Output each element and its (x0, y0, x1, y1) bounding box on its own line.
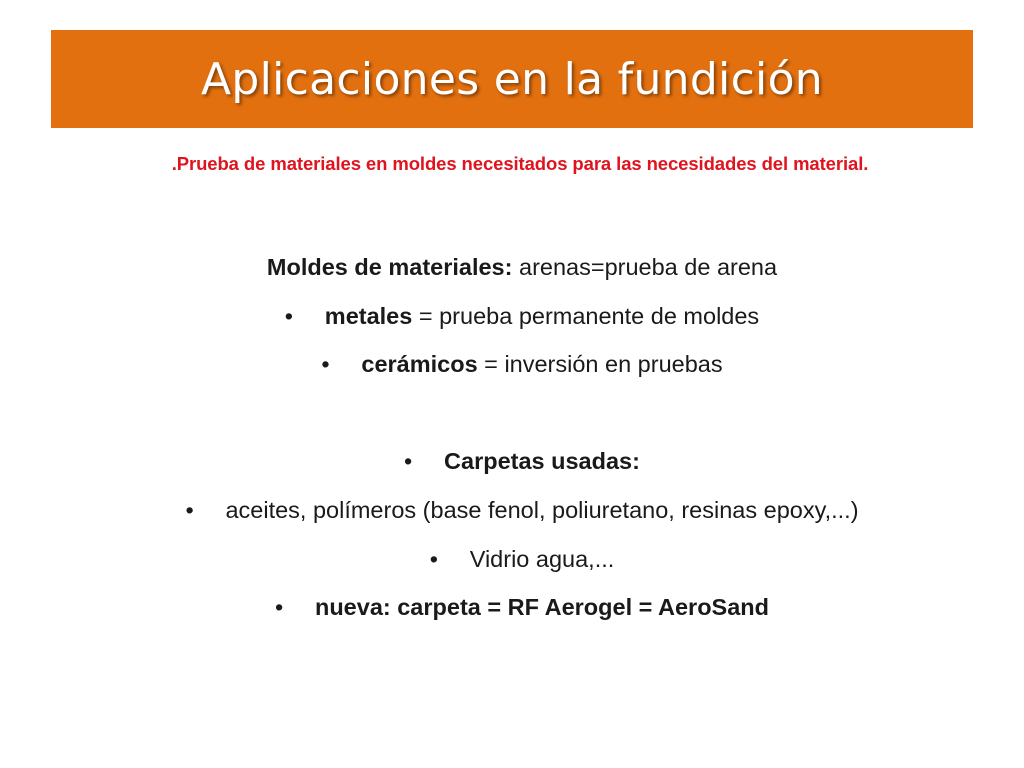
bullet-icon: • (284, 302, 294, 329)
bullet-icon: • (321, 351, 330, 378)
title-bar (51, 30, 973, 128)
bullet-item-ceramicos (40, 340, 1004, 389)
bullet-item-nueva (40, 583, 1004, 632)
nueva-bold: nueva: carpeta = RF Aerogel = AeroSand (314, 594, 770, 621)
ceramicos-text: = inversión en pruebas (477, 351, 723, 378)
bullet-item-aceites (40, 486, 1004, 535)
bullet-icon: • (429, 545, 438, 572)
vidrio-text: Vidrio agua,... (469, 545, 615, 572)
aceites-text: aceites, polímeros (base fenol, poliuretano, resinas epoxy,...) (225, 496, 859, 523)
bullet-item-vidrio (40, 535, 1004, 584)
metales-text: = prueba permanente de moldes (412, 302, 760, 329)
molds-heading-bold: Moldes de materiales: (266, 254, 513, 280)
metales-bold: metales (324, 302, 413, 329)
bullet-icon: • (274, 594, 284, 621)
slide-title: Aplicaciones en la fundición (201, 53, 823, 105)
slide-subtitle: .Prueba de materiales en moldes necesitados para las necesidades del material. (171, 153, 869, 174)
bullet-icon: • (185, 496, 194, 523)
bullet-item-carpetas (40, 437, 1004, 486)
spacer (40, 389, 1004, 438)
carpetas-bold: Carpetas usadas: (444, 448, 640, 475)
molds-heading-text: arenas=prueba de arena (512, 254, 778, 280)
bullet-icon: • (404, 448, 413, 475)
molds-heading-line (40, 243, 1004, 292)
bullet-item-metales (40, 292, 1004, 341)
ceramicos-bold: cerámicos (361, 351, 478, 378)
slide-body (40, 243, 1004, 632)
